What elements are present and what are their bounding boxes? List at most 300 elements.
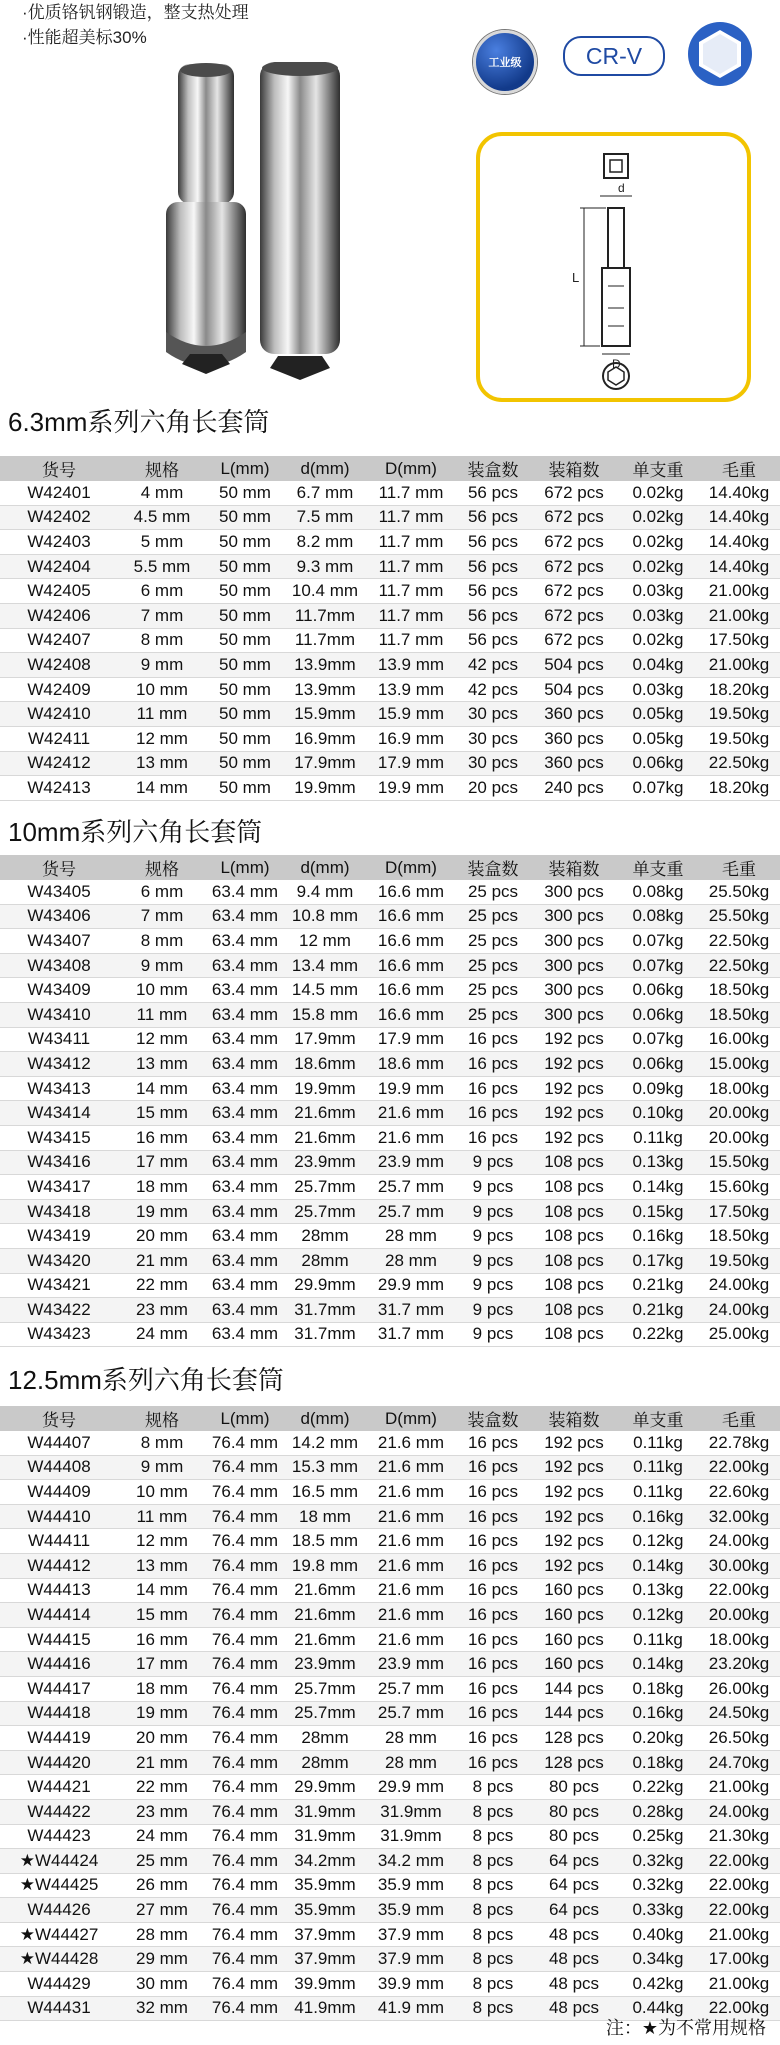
table-cell: 56 pcs xyxy=(456,579,530,604)
item-code-cell: W43408 xyxy=(0,953,118,978)
table-cell: 0.14kg xyxy=(618,1175,698,1200)
table-cell: 0.11kg xyxy=(618,1431,698,1455)
item-code-cell: W44421 xyxy=(0,1775,118,1800)
table-cell: 192 pcs xyxy=(530,1504,618,1529)
item-code-cell: W43410 xyxy=(0,1002,118,1027)
column-header: L(mm) xyxy=(206,1406,284,1431)
table-cell: 16.6 mm xyxy=(366,904,456,929)
table-cell: 50 mm xyxy=(206,505,284,530)
item-code-cell: W43406 xyxy=(0,904,118,929)
table-cell: 14.40kg xyxy=(698,530,780,555)
table-cell: 13 mm xyxy=(118,1553,206,1578)
table-cell: 8 pcs xyxy=(456,1849,530,1874)
column-header: D(mm) xyxy=(366,456,456,481)
table-cell: 0.15kg xyxy=(618,1199,698,1224)
table-cell: 8 pcs xyxy=(456,1898,530,1923)
table-cell: 0.06kg xyxy=(618,1002,698,1027)
item-code-cell: W44409 xyxy=(0,1480,118,1505)
table-cell: 32.00kg xyxy=(698,1504,780,1529)
item-code-cell: ★W44428 xyxy=(0,1947,118,1972)
table-cell: 0.17kg xyxy=(618,1248,698,1273)
table-cell: 80 pcs xyxy=(530,1799,618,1824)
table-cell: 63.4 mm xyxy=(206,929,284,954)
table-cell: 160 pcs xyxy=(530,1652,618,1677)
table-cell: 41.9mm xyxy=(284,1996,366,2021)
footnote: 注：★为不常用规格 xyxy=(605,2018,766,2038)
column-header: d(mm) xyxy=(284,855,366,880)
table-cell: 56 pcs xyxy=(456,481,530,505)
table-cell: 192 pcs xyxy=(530,1076,618,1101)
table-cell: 28mm xyxy=(284,1726,366,1751)
table-row xyxy=(0,628,780,653)
table-cell: 48 pcs xyxy=(530,1922,618,1947)
table-cell: 22 mm xyxy=(118,1273,206,1298)
table-cell: 7.5 mm xyxy=(284,505,366,530)
table-cell: 160 pcs xyxy=(530,1603,618,1628)
table-cell: 16 pcs xyxy=(456,1676,530,1701)
table-cell: 18.50kg xyxy=(698,1224,780,1249)
table-cell: 11.7 mm xyxy=(366,554,456,579)
item-code-cell: W44415 xyxy=(0,1627,118,1652)
table-cell: 19.8 mm xyxy=(284,1553,366,1578)
table-cell: 16 pcs xyxy=(456,1101,530,1126)
table-row xyxy=(0,1224,780,1249)
table-cell: 0.03kg xyxy=(618,677,698,702)
table-cell: 8 pcs xyxy=(456,1775,530,1800)
table-cell: 9.3 mm xyxy=(284,554,366,579)
table-cell: 0.02kg xyxy=(618,530,698,555)
table-cell: 31.7mm xyxy=(284,1322,366,1347)
table-cell: 15.60kg xyxy=(698,1175,780,1200)
table-cell: 15.00kg xyxy=(698,1052,780,1077)
table-cell: 25 pcs xyxy=(456,880,530,904)
table-cell: 672 pcs xyxy=(530,628,618,653)
column-header: L(mm) xyxy=(206,456,284,481)
item-code-cell: W43417 xyxy=(0,1175,118,1200)
table-cell: 76.4 mm xyxy=(206,1972,284,1997)
table-row xyxy=(0,1455,780,1480)
table-cell: 76.4 mm xyxy=(206,1578,284,1603)
table-cell: 16 pcs xyxy=(456,1052,530,1077)
table-cell: 0.09kg xyxy=(618,1076,698,1101)
table-cell: 19 mm xyxy=(118,1199,206,1224)
table-cell: 21.00kg xyxy=(698,653,780,678)
table-cell: 16 pcs xyxy=(456,1726,530,1751)
table-cell: 76.4 mm xyxy=(206,1529,284,1554)
table-cell: 41.9 mm xyxy=(366,1996,456,2021)
table-cell: 8 mm xyxy=(118,1431,206,1455)
table-cell: 63.4 mm xyxy=(206,880,284,904)
table-cell: 15 mm xyxy=(118,1101,206,1126)
table-cell: 17 mm xyxy=(118,1652,206,1677)
table-cell: 21.6 mm xyxy=(366,1603,456,1628)
table-cell: 50 mm xyxy=(206,579,284,604)
table-cell: 21.00kg xyxy=(698,579,780,604)
table-cell: 20 mm xyxy=(118,1224,206,1249)
table-cell: 76.4 mm xyxy=(206,1455,284,1480)
column-header: D(mm) xyxy=(366,855,456,880)
column-header: 货号 xyxy=(0,456,118,481)
table-cell: 34.2mm xyxy=(284,1849,366,1874)
table-cell: 37.9 mm xyxy=(366,1947,456,1972)
table-cell: 28 mm xyxy=(366,1224,456,1249)
table-cell: 63.4 mm xyxy=(206,1322,284,1347)
table-cell: 9.4 mm xyxy=(284,880,366,904)
table-cell: 0.04kg xyxy=(618,653,698,678)
table-cell: 16 pcs xyxy=(456,1125,530,1150)
column-header: 规格 xyxy=(118,456,206,481)
table-cell: 8.2 mm xyxy=(284,530,366,555)
item-code-cell: W42403 xyxy=(0,530,118,555)
table-cell: 25.7mm xyxy=(284,1199,366,1224)
table-cell: 9 pcs xyxy=(456,1322,530,1347)
table-cell: 25.7mm xyxy=(284,1175,366,1200)
table-header-row xyxy=(0,1406,780,1431)
table-row xyxy=(0,1799,780,1824)
table-cell: 9 pcs xyxy=(456,1224,530,1249)
table-cell: 64 pcs xyxy=(530,1849,618,1874)
column-header: 装盒数 xyxy=(456,456,530,481)
table-cell: 0.12kg xyxy=(618,1529,698,1554)
item-code-cell: W42408 xyxy=(0,653,118,678)
table-cell: 76.4 mm xyxy=(206,1627,284,1652)
table-row xyxy=(0,904,780,929)
item-code-cell: W43415 xyxy=(0,1125,118,1150)
table-cell: 192 pcs xyxy=(530,1052,618,1077)
item-code-cell: W42406 xyxy=(0,603,118,628)
item-code-cell: W42410 xyxy=(0,702,118,727)
table-cell: 19.9mm xyxy=(284,1076,366,1101)
table-cell: 50 mm xyxy=(206,554,284,579)
table-cell: 48 pcs xyxy=(530,1996,618,2021)
item-code-cell: W44418 xyxy=(0,1701,118,1726)
table-cell: 10 mm xyxy=(118,1480,206,1505)
table-cell: 30 pcs xyxy=(456,726,530,751)
table-header-row xyxy=(0,456,780,481)
table-cell: 13 mm xyxy=(118,1052,206,1077)
table-cell: 16.5 mm xyxy=(284,1480,366,1505)
column-header: 规格 xyxy=(118,1406,206,1431)
table-cell: 21.00kg xyxy=(698,1972,780,1997)
table-cell: 15.50kg xyxy=(698,1150,780,1175)
item-code-cell: W43421 xyxy=(0,1273,118,1298)
table-cell: 21.00kg xyxy=(698,1922,780,1947)
table-cell: 76.4 mm xyxy=(206,1726,284,1751)
table-row xyxy=(0,1922,780,1947)
table-row xyxy=(0,1027,780,1052)
table-cell: 18.20kg xyxy=(698,776,780,801)
table-cell: 16.9mm xyxy=(284,726,366,751)
table-cell: 8 pcs xyxy=(456,1824,530,1849)
table-cell: 29.9 mm xyxy=(366,1273,456,1298)
table-cell: 0.32kg xyxy=(618,1849,698,1874)
table-cell: 16.6 mm xyxy=(366,978,456,1003)
table-cell: 64 pcs xyxy=(530,1873,618,1898)
table-row xyxy=(0,481,780,505)
column-header: 单支重 xyxy=(618,1406,698,1431)
item-code-cell: ★W44424 xyxy=(0,1849,118,1874)
table-cell: 0.14kg xyxy=(618,1553,698,1578)
spec-table-12-5mm xyxy=(0,1406,780,2021)
table-row xyxy=(0,530,780,555)
item-code-cell: ★W44425 xyxy=(0,1873,118,1898)
table-cell: 0.07kg xyxy=(618,929,698,954)
table-cell: 9 pcs xyxy=(456,1298,530,1323)
table-cell: 19 mm xyxy=(118,1701,206,1726)
table-row xyxy=(0,751,780,776)
table-cell: 9 pcs xyxy=(456,1150,530,1175)
table-cell: 11 mm xyxy=(118,702,206,727)
table-cell: 192 pcs xyxy=(530,1480,618,1505)
table-cell: 63.4 mm xyxy=(206,1150,284,1175)
table-cell: 39.9mm xyxy=(284,1972,366,1997)
table-cell: 23.9mm xyxy=(284,1150,366,1175)
table-cell: 0.08kg xyxy=(618,904,698,929)
table-cell: 12 mm xyxy=(118,726,206,751)
table-cell: 28 mm xyxy=(366,1726,456,1751)
table-cell: 18.5 mm xyxy=(284,1529,366,1554)
table-cell: 76.4 mm xyxy=(206,1652,284,1677)
table-cell: 8 pcs xyxy=(456,1996,530,2021)
table-cell: 22.50kg xyxy=(698,929,780,954)
crv-material-badge: CR-V xyxy=(563,36,665,76)
table-cell: 63.4 mm xyxy=(206,1199,284,1224)
table-cell: 108 pcs xyxy=(530,1273,618,1298)
table-cell: 24.00kg xyxy=(698,1298,780,1323)
table-cell: 19.50kg xyxy=(698,702,780,727)
table-cell: 50 mm xyxy=(206,653,284,678)
table-cell: 0.44kg xyxy=(618,1996,698,2021)
table-cell: 30 pcs xyxy=(456,751,530,776)
table-cell: 8 pcs xyxy=(456,1799,530,1824)
table-cell: 16 pcs xyxy=(456,1553,530,1578)
table-cell: 300 pcs xyxy=(530,904,618,929)
table-cell: 28mm xyxy=(284,1750,366,1775)
table-cell: 23.9 mm xyxy=(366,1652,456,1677)
table-cell: 63.4 mm xyxy=(206,1273,284,1298)
table-cell: 56 pcs xyxy=(456,603,530,628)
table-cell: 25.7 mm xyxy=(366,1676,456,1701)
table-cell: 13.9mm xyxy=(284,653,366,678)
feature-forging: ·优质铬钒钢锻造，整支热处理 xyxy=(22,3,249,22)
table-cell: 63.4 mm xyxy=(206,978,284,1003)
table-cell: 10 mm xyxy=(118,677,206,702)
table-cell: 23.9 mm xyxy=(366,1150,456,1175)
column-header: d(mm) xyxy=(284,456,366,481)
table-cell: 20 mm xyxy=(118,1726,206,1751)
table-cell: 21.6 mm xyxy=(366,1125,456,1150)
table-cell: 80 pcs xyxy=(530,1775,618,1800)
column-header: D(mm) xyxy=(366,1406,456,1431)
table-cell: 63.4 mm xyxy=(206,1076,284,1101)
table-cell: 22.00kg xyxy=(698,1898,780,1923)
table-cell: 15.8 mm xyxy=(284,1002,366,1027)
table-cell: 192 pcs xyxy=(530,1125,618,1150)
table-cell: 31.9mm xyxy=(366,1799,456,1824)
table-header-row xyxy=(0,855,780,880)
table-cell: 28mm xyxy=(284,1224,366,1249)
table-cell: 22.00kg xyxy=(698,1578,780,1603)
table-cell: 31.9mm xyxy=(284,1824,366,1849)
table-cell: 22.00kg xyxy=(698,1873,780,1898)
table-cell: 13.9mm xyxy=(284,677,366,702)
table-cell: 18 mm xyxy=(118,1175,206,1200)
table-cell: 32 mm xyxy=(118,1996,206,2021)
table-row xyxy=(0,1076,780,1101)
table-cell: 18 mm xyxy=(284,1504,366,1529)
table-cell: 300 pcs xyxy=(530,929,618,954)
table-row xyxy=(0,1431,780,1455)
table-cell: 76.4 mm xyxy=(206,1553,284,1578)
table-cell: 9 mm xyxy=(118,653,206,678)
table-cell: 21.6mm xyxy=(284,1603,366,1628)
diagram-label-D: D xyxy=(612,357,621,371)
table-cell: 11.7 mm xyxy=(366,579,456,604)
table-cell: 144 pcs xyxy=(530,1701,618,1726)
industrial-grade-badge: 工业级 xyxy=(473,30,537,94)
table-cell: 128 pcs xyxy=(530,1726,618,1751)
table-cell: 0.11kg xyxy=(618,1455,698,1480)
table-cell: 24.00kg xyxy=(698,1529,780,1554)
table-cell: 0.25kg xyxy=(618,1824,698,1849)
table-cell: 21.6mm xyxy=(284,1125,366,1150)
table-cell: 80 pcs xyxy=(530,1824,618,1849)
hexagon-6pt-icon xyxy=(686,20,754,88)
table-cell: 14.2 mm xyxy=(284,1431,366,1455)
table-cell: 7 mm xyxy=(118,603,206,628)
table-cell: 17.00kg xyxy=(698,1947,780,1972)
table-cell: 11.7 mm xyxy=(366,603,456,628)
table-cell: 4 mm xyxy=(118,481,206,505)
table-cell: 11.7 mm xyxy=(366,530,456,555)
table-row xyxy=(0,1726,780,1751)
table-cell: 0.06kg xyxy=(618,1052,698,1077)
table-cell: 63.4 mm xyxy=(206,953,284,978)
table-cell: 76.4 mm xyxy=(206,1701,284,1726)
table-cell: 24.00kg xyxy=(698,1273,780,1298)
diagram-label-L: L xyxy=(572,270,580,285)
table-cell: 9 mm xyxy=(118,953,206,978)
table-cell: 76.4 mm xyxy=(206,1750,284,1775)
table-cell: 0.22kg xyxy=(618,1775,698,1800)
item-code-cell: W44408 xyxy=(0,1455,118,1480)
table-cell: 56 pcs xyxy=(456,505,530,530)
table-cell: 9 pcs xyxy=(456,1248,530,1273)
table-row xyxy=(0,1052,780,1077)
table-cell: 21.6 mm xyxy=(366,1101,456,1126)
table-cell: 25.7 mm xyxy=(366,1175,456,1200)
table-cell: 360 pcs xyxy=(530,751,618,776)
table-cell: 0.07kg xyxy=(618,1027,698,1052)
table-cell: 8 pcs xyxy=(456,1972,530,1997)
table-cell: 360 pcs xyxy=(530,726,618,751)
table-cell: 19.9mm xyxy=(284,776,366,801)
table-cell: 672 pcs xyxy=(530,505,618,530)
table-row xyxy=(0,1101,780,1126)
table-cell: 17.9mm xyxy=(284,751,366,776)
table-cell: 108 pcs xyxy=(530,1199,618,1224)
table-row xyxy=(0,1947,780,1972)
table-cell: 672 pcs xyxy=(530,554,618,579)
table-cell: 0.32kg xyxy=(618,1873,698,1898)
column-header: 毛重 xyxy=(698,1406,780,1431)
table-cell: 108 pcs xyxy=(530,1322,618,1347)
column-header: 单支重 xyxy=(618,855,698,880)
table-cell: 13 mm xyxy=(118,751,206,776)
feature-list xyxy=(22,0,249,50)
table-cell: 11.7 mm xyxy=(366,505,456,530)
item-code-cell: W42401 xyxy=(0,481,118,505)
table-cell: 108 pcs xyxy=(530,1150,618,1175)
table-row xyxy=(0,929,780,954)
item-code-cell: W44420 xyxy=(0,1750,118,1775)
table-cell: 56 pcs xyxy=(456,554,530,579)
table-cell: 22.00kg xyxy=(698,1996,780,2021)
column-header: 装箱数 xyxy=(530,456,618,481)
table-cell: 64 pcs xyxy=(530,1898,618,1923)
table-cell: 0.34kg xyxy=(618,1947,698,1972)
table-cell: 0.16kg xyxy=(618,1504,698,1529)
table-cell: 0.02kg xyxy=(618,554,698,579)
table-cell: 76.4 mm xyxy=(206,1504,284,1529)
table-cell: 24 mm xyxy=(118,1322,206,1347)
table-cell: 17.9mm xyxy=(284,1027,366,1052)
table-cell: 50 mm xyxy=(206,603,284,628)
table-cell: 504 pcs xyxy=(530,677,618,702)
table-cell: 11 mm xyxy=(118,1504,206,1529)
table-cell: 50 mm xyxy=(206,628,284,653)
table-cell: 9 pcs xyxy=(456,1175,530,1200)
table-cell: 8 mm xyxy=(118,929,206,954)
table-cell: 0.21kg xyxy=(618,1298,698,1323)
item-code-cell: W42413 xyxy=(0,776,118,801)
table-cell: 14 mm xyxy=(118,1076,206,1101)
item-code-cell: W44419 xyxy=(0,1726,118,1751)
table-cell: 35.9mm xyxy=(284,1873,366,1898)
table-cell: 50 mm xyxy=(206,702,284,727)
table-cell: 0.21kg xyxy=(618,1273,698,1298)
table-cell: 20.00kg xyxy=(698,1603,780,1628)
table-cell: 20 pcs xyxy=(456,776,530,801)
table-cell: 19.50kg xyxy=(698,726,780,751)
table-cell: 11.7mm xyxy=(284,603,366,628)
table-cell: 21.6mm xyxy=(284,1627,366,1652)
diagram-label-d: d xyxy=(618,181,625,195)
table-cell: 16.9 mm xyxy=(366,726,456,751)
table-row xyxy=(0,677,780,702)
table-cell: 37.9mm xyxy=(284,1922,366,1947)
table-cell: 0.40kg xyxy=(618,1922,698,1947)
item-code-cell: W43418 xyxy=(0,1199,118,1224)
table-cell: 9 pcs xyxy=(456,1273,530,1298)
table-cell: 25.00kg xyxy=(698,1322,780,1347)
table-cell: 76.4 mm xyxy=(206,1603,284,1628)
table-cell: 160 pcs xyxy=(530,1627,618,1652)
table-cell: 48 pcs xyxy=(530,1947,618,1972)
column-header: 装盒数 xyxy=(456,855,530,880)
item-code-cell: W42412 xyxy=(0,751,118,776)
table-row xyxy=(0,726,780,751)
table-cell: 16 pcs xyxy=(456,1750,530,1775)
table-cell: 0.42kg xyxy=(618,1972,698,1997)
table-row xyxy=(0,1125,780,1150)
table-cell: 22.50kg xyxy=(698,751,780,776)
table-cell: 300 pcs xyxy=(530,978,618,1003)
table-cell: 25 mm xyxy=(118,1849,206,1874)
table-cell: 35.9mm xyxy=(284,1898,366,1923)
table-cell: 31.7mm xyxy=(284,1298,366,1323)
table-row xyxy=(0,1873,780,1898)
